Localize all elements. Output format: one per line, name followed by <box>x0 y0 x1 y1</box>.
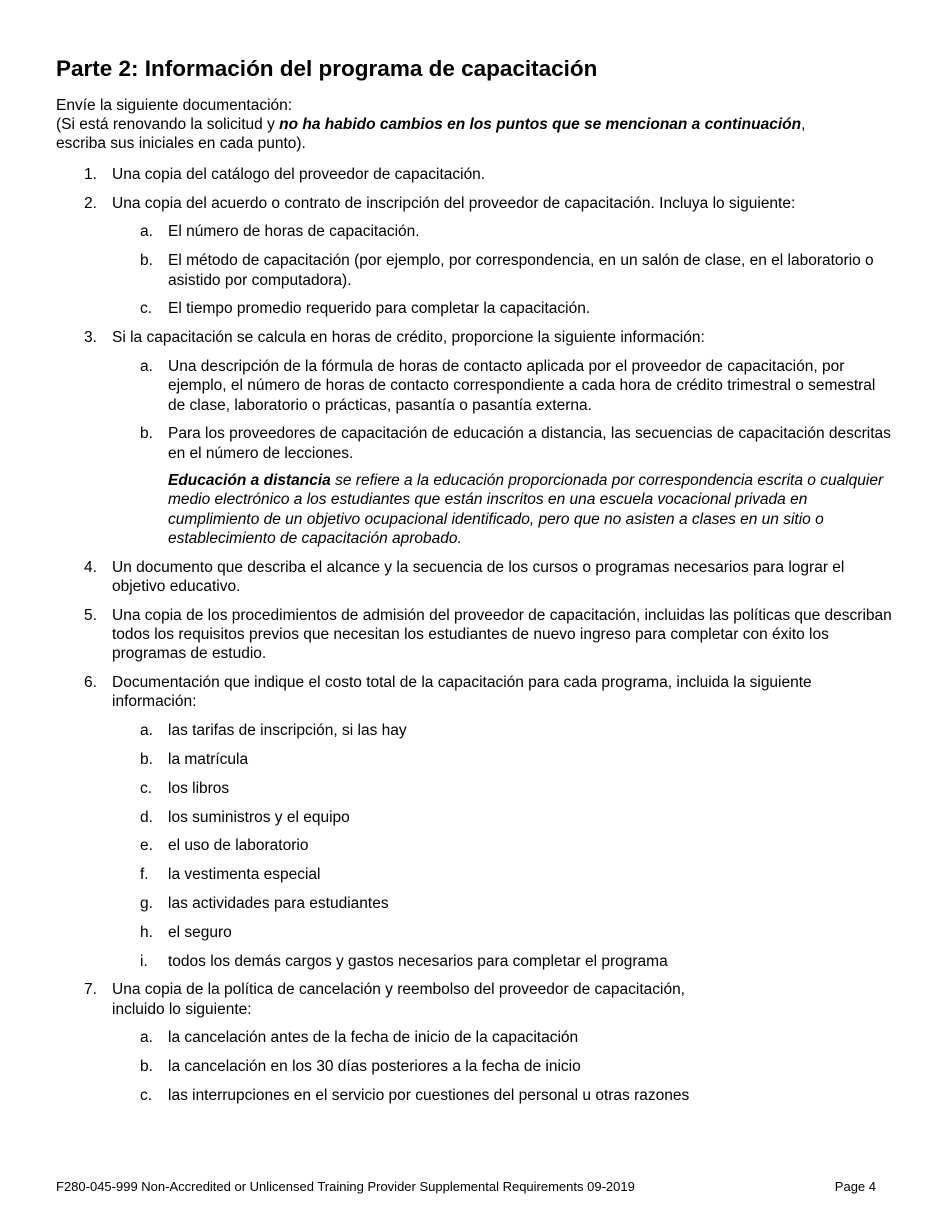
sub-item-letter: c. <box>140 1087 153 1105</box>
item-text: Una copia del catálogo del proveedor de capacitación. <box>112 165 486 183</box>
sub-item-text: los libros <box>168 779 230 797</box>
sub-list-item <box>112 1086 896 1105</box>
sub-list-item <box>112 251 896 290</box>
sub-item-letter: e. <box>140 837 153 855</box>
sub-item-text: las tarifas de inscripción, si las hay <box>168 722 407 740</box>
item-text: Si la capacitación se calcula en horas de crédito, proporcione la siguiente información: <box>112 329 705 347</box>
list-item <box>56 194 896 319</box>
sub-list-item <box>112 779 896 798</box>
sub-item-text: los suministros y el equipo <box>168 808 350 826</box>
item-number: 4. <box>84 558 97 576</box>
item-text: Una copia del acuerdo o contrato de inscripción del proveedor de capacitación. Incluya lo siguiente: <box>112 194 796 212</box>
sub-item-text: la cancelación en los 30 días posteriores a la fecha de inicio <box>168 1058 581 1076</box>
page-footer <box>56 1179 876 1195</box>
item-number: 3. <box>84 329 97 347</box>
item-text-continued: incluido lo siguiente: <box>112 1000 252 1018</box>
item-text: Un documento que describa el alcance y la secuencia de los cursos o programas necesarios para lograr el objetivo educativo. <box>112 558 845 595</box>
document-page <box>56 56 896 1115</box>
sub-item-letter: g. <box>140 894 153 912</box>
sub-item-text: El método de capacitación (por ejemplo, por correspondencia, en un salón de clase, en el laboratorio o asistido por computadora). <box>168 252 874 289</box>
sub-item-letter: b. <box>140 425 153 443</box>
sub-item-letter: a. <box>140 722 153 740</box>
intro-emphasis: no ha habido cambios en los puntos que se mencionan a continuación <box>279 115 802 133</box>
item-number: 6. <box>84 674 97 692</box>
sub-item-letter: b. <box>140 252 153 270</box>
sub-item-text: el uso de laboratorio <box>168 837 309 855</box>
sub-item-letter: d. <box>140 808 153 826</box>
sub-item-text: Para los proveedores de capacitación de educación a distancia, las secuencias de capacitación descritas en el número de lecciones. <box>168 425 891 462</box>
item-number: 5. <box>84 606 97 624</box>
sub-item-text: El número de horas de capacitación. <box>168 223 420 241</box>
sub-item-letter: c. <box>140 779 153 797</box>
sub-item-letter: h. <box>140 923 153 941</box>
distance-education-note <box>168 471 896 548</box>
sub-list <box>112 1028 896 1105</box>
sub-list <box>112 721 896 971</box>
item-text: Una copia de la política de cancelación y reembolso del proveedor de capacitación, <box>112 981 685 999</box>
sub-item-text: las actividades para estudiantes <box>168 894 389 912</box>
list-item <box>56 980 896 1105</box>
sub-item-letter: a. <box>140 223 153 241</box>
sub-item-text: Una descripción de la fórmula de horas de contacto aplicada por el proveedor de capacitación, por ejemplo, el número de horas de contacto correspondiente a cada hora de crédito trimestral o semestral de clase, laboratorio o prácticas, pasantía o pasantía externa. <box>168 357 876 414</box>
list-item <box>56 558 896 597</box>
sub-item-text: la cancelación antes de la fecha de inicio de la capacitación <box>168 1029 579 1047</box>
sub-item-letter: b. <box>140 1058 153 1076</box>
intro-line-1: Envíe la siguiente documentación: <box>56 96 293 114</box>
sub-list-item <box>112 357 896 415</box>
sub-list-item <box>112 952 896 971</box>
page-number: Page 4 <box>834 1179 876 1194</box>
item-number: 1. <box>84 165 97 183</box>
sub-list-item <box>112 1028 896 1047</box>
sub-list-item <box>112 865 896 884</box>
note-term: Educación a distancia <box>168 471 331 489</box>
sub-list-item <box>112 894 896 913</box>
sub-list-item <box>112 222 896 241</box>
sub-item-text: la matrícula <box>168 751 249 768</box>
item-number: 7. <box>84 981 97 999</box>
list-item <box>56 673 896 971</box>
sub-item-letter: b. <box>140 751 153 768</box>
sub-list-item <box>112 750 896 769</box>
sub-list-item <box>112 299 896 318</box>
sub-list-item <box>112 808 896 827</box>
sub-item-text: todos los demás cargos y gastos necesarios para completar el programa <box>168 952 668 970</box>
intro-text: (Si está renovando la solicitud y <box>56 115 280 133</box>
sub-item-text: las interrupciones en el servicio por cuestiones del personal u otras razones <box>168 1087 690 1105</box>
sub-list-item <box>112 424 896 548</box>
sub-list <box>112 222 896 318</box>
page-title: Parte 2: Información del programa de capacitación <box>56 56 598 81</box>
sub-list-item <box>112 1057 896 1076</box>
sub-item-text: el seguro <box>168 923 232 941</box>
sub-item-letter: a. <box>140 1029 153 1047</box>
item-text: Una copia de los procedimientos de admisión del proveedor de capacitación, incluidas las políticas que describan todos los requisitos previos que necesitan los estudiantes de nuevo ingreso para completar con éxito los programas de estudio. <box>112 606 892 663</box>
sub-item-letter: a. <box>140 357 153 375</box>
sub-list <box>112 357 896 548</box>
requirements-list <box>56 165 896 1105</box>
form-identifier: F280-045-999 Non-Accredited or Unlicensed Training Provider Supplemental Requirements 09-2019 <box>56 1179 635 1194</box>
intro-line-3: escriba sus iniciales en cada punto). <box>56 134 306 152</box>
sub-list-item <box>112 721 896 740</box>
intro-line-2 <box>56 115 896 134</box>
intro-text: , <box>801 115 806 133</box>
note-text: se refiere a la educación proporcionada por correspondencia escrita o cualquier medio electrónico a los estudiantes que están inscritos en una escuela vocacional privada en cumplimiento de un objetivo ocupacional identificado, pero que no asisten a clases en un sitio o establecimiento de capacitación aprobado. <box>168 471 884 547</box>
item-text: Documentación que indique el costo total de la capacitación para cada programa, incluida la siguiente información: <box>112 674 812 711</box>
sub-item-text: El tiempo promedio requerido para completar la capacitación. <box>168 300 591 318</box>
sub-item-letter: f. <box>140 866 149 884</box>
list-item <box>56 165 896 184</box>
intro-paragraph <box>56 96 896 153</box>
list-item <box>56 606 896 664</box>
sub-item-letter: i. <box>140 952 148 970</box>
item-number: 2. <box>84 194 97 212</box>
sub-list-item <box>112 923 896 942</box>
sub-item-letter: c. <box>140 300 153 318</box>
sub-list-item <box>112 836 896 855</box>
sub-item-text: la vestimenta especial <box>168 866 321 884</box>
list-item <box>56 328 896 548</box>
